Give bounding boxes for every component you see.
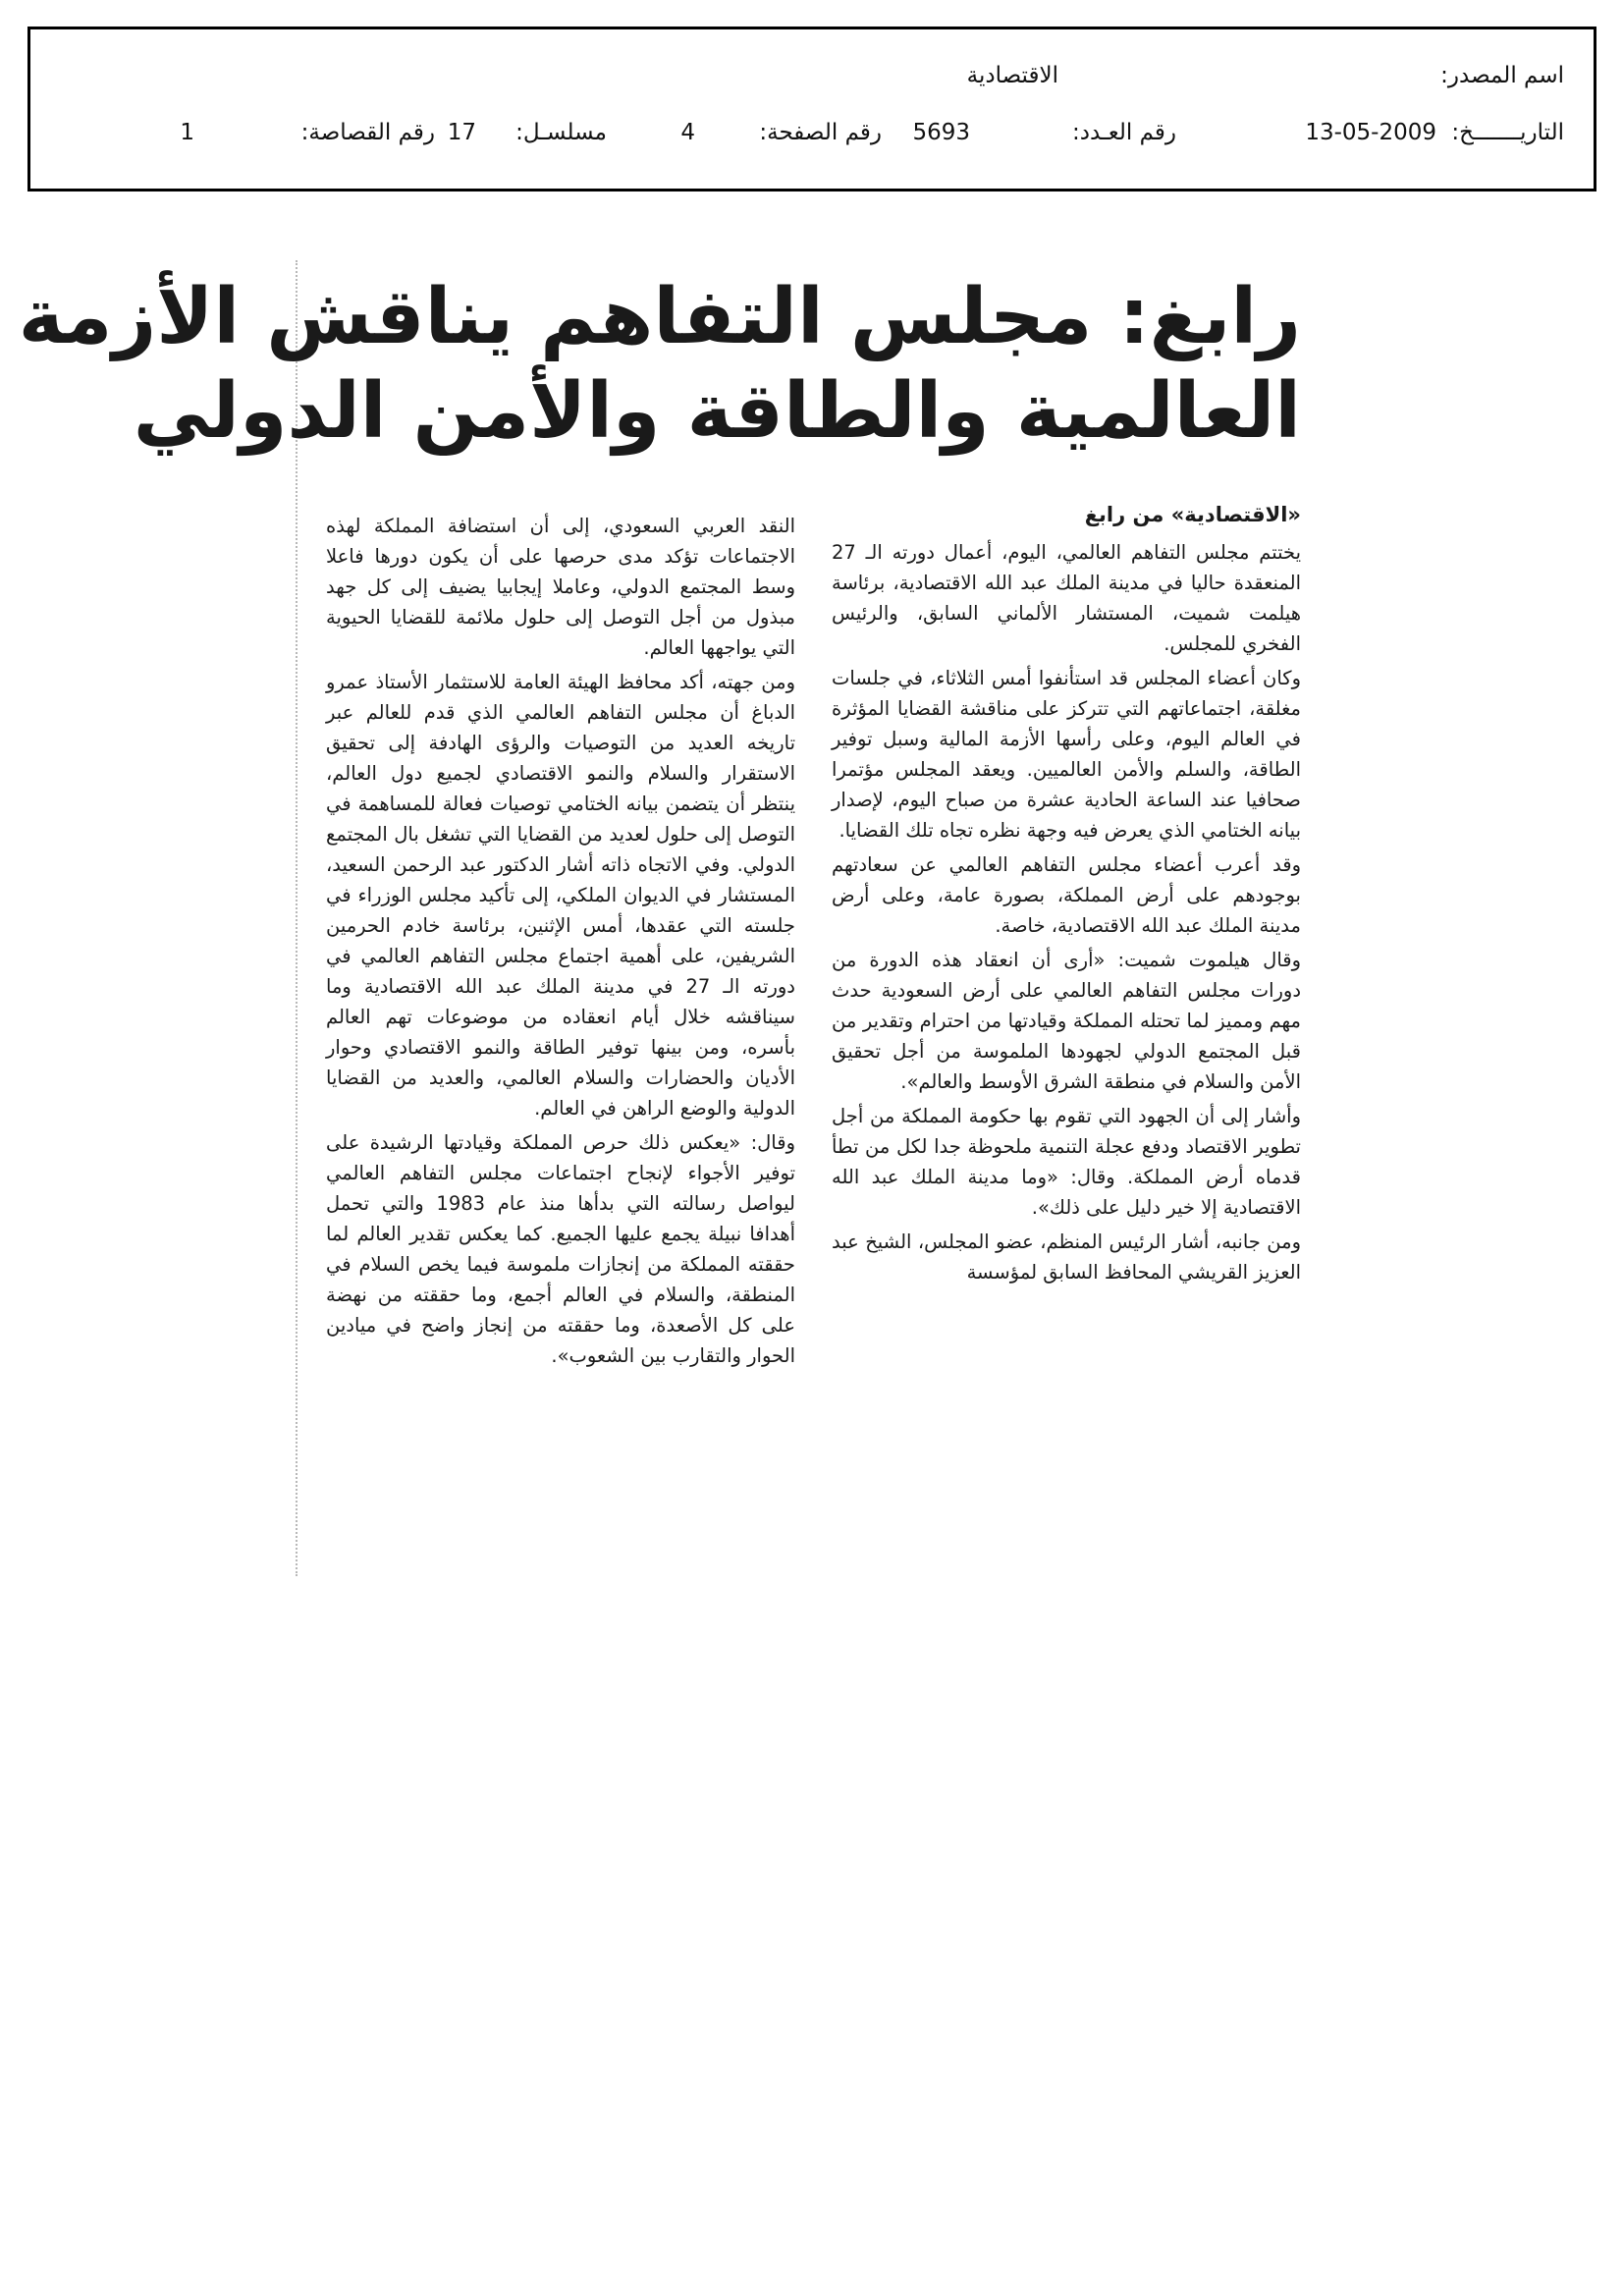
paragraph: ومن جانبه، أشار الرئيس المنظم، عضو المجلس، الشيخ عبد العزيز القريشي المحافظ السابق لمؤسسة [832, 1230, 1301, 1284]
paragraph: وقال هيلموت شميت: «أرى أن انعقاد هذه الدورة من دورات مجلس التفاهم العالمي على أرض السعودية حدث مهم ومميز لما تحتله المملكة وقيادتها من احترام وتقدير من قبل المجتمع الدولي لجهودها الملموسة من أجل تحقيق الأمن والسلام في منطقة الشرق الأوسط والعالم». [832, 949, 1301, 1093]
paragraph: ومن جهته، أكد محافظ الهيئة العامة للاستثمار الأستاذ عمرو الدباغ أن مجلس التفاهم العالمي الذي قدم للعالم عبر تاريخه العديد من التوصيات والرؤى الهادفة إلى تحقيق الاستقرار والسلام والنمو الاقتصادي لجميع دول العالم، ينتظر أن يتضمن بيانه الختامي توصيات فعالة للمساهمة في التوصل إلى حلول لعديد من القضايا التي تشغل بال المجتمع الدولي. وفي الاتجاه ذاته أشار الدكتور عبد الرحمن السعيد، المستشار في الديوان الملكي، إلى تأكيد مجلس الوزراء في جلسته التي عقدها، أمس الإثنين، برئاسة خادم الحرمين الشريفين، على أهمية اجتماع مجلس التفاهم العالمي في دورته الـ 27 في مدينة الملك عبد الله الاقتصادية وما سيناقشه خلال أيام انعقاده من موضوعات تهم العالم بأسره، ومن بينها توفير الطاقة والنمو الاقتصادي وحوار الأديان والحضارات والسلام العالمي، والعديد من القضايا الدولية والوضع الراهن في العالم. [326, 671, 795, 1120]
issue-value: 5693 [912, 120, 970, 145]
page-value: 4 [680, 120, 695, 145]
paragraph: وقال: «يعكس ذلك حرص المملكة وقيادتها الرشيدة على توفير الأجواء لإنجاح اجتماعات مجلس التفاهم العالمي ليواصل رسالته التي بدأها منذ عام 1983 والتي تحمل أهدافا نبيلة يجمع عليها الجميع. كما يعكس تقدير العالم لما حققته المملكة من إنجازات ملموسة فيما يخص السلام في المنطقة، والسلام في العالم أجمع، وما حققته من نهضة على كل الأصعدة، وما حققته من إنجاز واضح في ميادين الحوار والتقارب بين الشعوب». [326, 1131, 795, 1367]
serial-value: 17 [447, 120, 476, 145]
paragraph: وأشار إلى أن الجهود التي تقوم بها حكومة المملكة من أجل تطوير الاقتصاد ودفع عجلة التنمية ملحوظة جدا لكل من تطأ قدماه أرض المملكة. وقال: «وما مدينة الملك عبد الله الاقتصادية إلا خير دليل على ذلك». [832, 1105, 1301, 1219]
source-label: اسم المصدر: [1440, 63, 1564, 88]
clip-number-label: رقم القصاصة: [300, 120, 435, 145]
article-headline [18, 270, 1301, 459]
serial-label: مسلسـل: [515, 120, 607, 145]
article-column-left [326, 511, 795, 1375]
page-label: رقم الصفحة: [759, 120, 882, 145]
date-value: 13-05-2009 [1305, 120, 1436, 145]
article-byline: «الاقتصادية» من رابغ [1084, 503, 1301, 526]
paragraph: يختتم مجلس التفاهم العالمي، اليوم، أعمال دورته الـ 27 المنعقدة حاليا في مدينة الملك عبد الله الاقتصادية، برئاسة هيلمت شميت، المستشار الألماني السابق، والرئيس الفخري للمجلس. [832, 541, 1301, 655]
clipping-metadata-box [27, 27, 1596, 191]
headline-line-1: رابغ: مجلس التفاهم يناقش الأزمة [18, 273, 1301, 361]
headline-line-2: العالمية والطاقة والأمن الدولي [133, 367, 1301, 456]
clip-number-value: 1 [180, 120, 194, 145]
source-value: الاقتصادية [966, 63, 1058, 88]
issue-label: رقم العـدد: [1071, 120, 1176, 145]
paragraph: وكان أعضاء المجلس قد استأنفوا أمس الثلاثاء، في جلسات مغلقة، اجتماعاتهم التي تتركز على مناقشة القضايا المؤثرة في العالم اليوم، وعلى رأسها الأزمة المالية وسبل توفير الطاقة، والسلم والأمن العالميين. ويعقد المجلس مؤتمرا صحافيا عند الساعة الحادية عشرة من صباح اليوم، لإصدار بيانه الختامي الذي يعرض فيه وجهة نظره تجاه تلك القضايا. [832, 667, 1301, 842]
newspaper-clipping [18, 231, 1321, 1576]
paragraph: وقد أعرب أعضاء مجلس التفاهم العالمي عن سعادتهم بوجودهم على أرض المملكة، بصورة عامة، وعلى أرض مدينة الملك عبد الله الاقتصادية، خاصة. [832, 853, 1301, 937]
date-label: التاريـــــــخ: [1451, 120, 1564, 145]
paragraph: النقد العربي السعودي، إلى أن استضافة المملكة لهذه الاجتماعات تؤكد مدى حرصها على أن يكون دورها فاعلا وسط المجتمع الدولي، وعاملا إيجابيا يضيف إلى كل جهد مبذول من أجل التوصل إلى حلول ملائمة للقضايا الحيوية التي يواجهها العالم. [326, 515, 795, 659]
article-column-right [832, 537, 1301, 1291]
